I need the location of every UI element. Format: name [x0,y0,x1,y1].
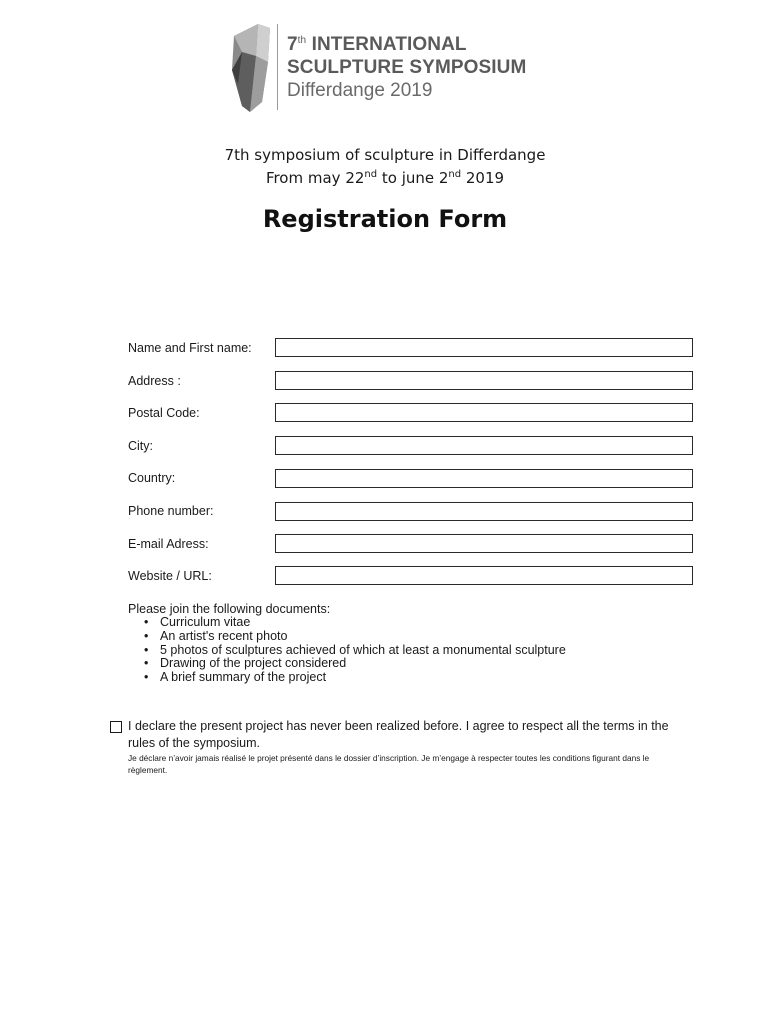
logo-line-1: 7th INTERNATIONAL [287,34,467,55]
bullet-icon: • [144,642,149,657]
website-label: Website / URL: [128,569,212,583]
symposium-logo [228,22,568,114]
list-item: • Curriculum vitae [144,615,251,629]
list-item: • An artist's recent photo [144,628,288,643]
country-label: Country: [128,471,176,485]
country-field[interactable] [275,469,693,488]
email-field[interactable] [275,534,693,553]
documents-heading: Please join the following documents: [128,602,331,616]
subtitle-line-1: 7th symposium of sculpture in Differdange [224,146,546,164]
logo-line-3: Differdange 2019 [287,80,433,101]
list-item: • Drawing of the project considered [144,656,347,671]
list-item: • A brief summary of the project [144,670,327,685]
bullet-icon: • [144,628,149,643]
declaration-text-fr: Je déclare n’avoir jamais réalisé le projet présenté dans le dossier d’inscription. Je m’engage à respecter toutes les conditions figurant dans le règlement. [128,753,650,775]
page-title: Registration Form [262,205,508,233]
address-field[interactable] [275,371,693,390]
subtitle-line-2: From may 22nd to june 2nd 2019 [265,169,505,187]
email-label: E-mail Adress: [128,537,209,551]
postal-code-field[interactable] [275,403,693,422]
phone-label: Phone number: [128,504,214,518]
phone-field[interactable] [275,502,693,521]
declaration-text-en: I declare the present project has never been realized before. I agree to respect all the terms in the rules of the symposium. [128,719,669,750]
bullet-icon: • [144,615,149,629]
sculpture-stone-icon [228,22,274,114]
bullet-icon: • [144,670,149,685]
website-field[interactable] [275,566,693,585]
name-label: Name and First name: [128,341,252,355]
list-item: • 5 photos of sculptures achieved of which at least a monumental sculpture [144,642,566,657]
name-field[interactable] [275,338,693,357]
declaration-checkbox[interactable] [110,721,122,733]
logo-divider [277,24,278,110]
city-field[interactable] [275,436,693,455]
logo-line-2: SCULPTURE SYMPOSIUM [287,57,527,78]
bullet-icon: • [144,656,149,671]
postal-code-label: Postal Code: [128,406,200,420]
documents-list [142,616,566,685]
address-label: Address : [128,374,181,388]
city-label: City: [128,439,153,453]
